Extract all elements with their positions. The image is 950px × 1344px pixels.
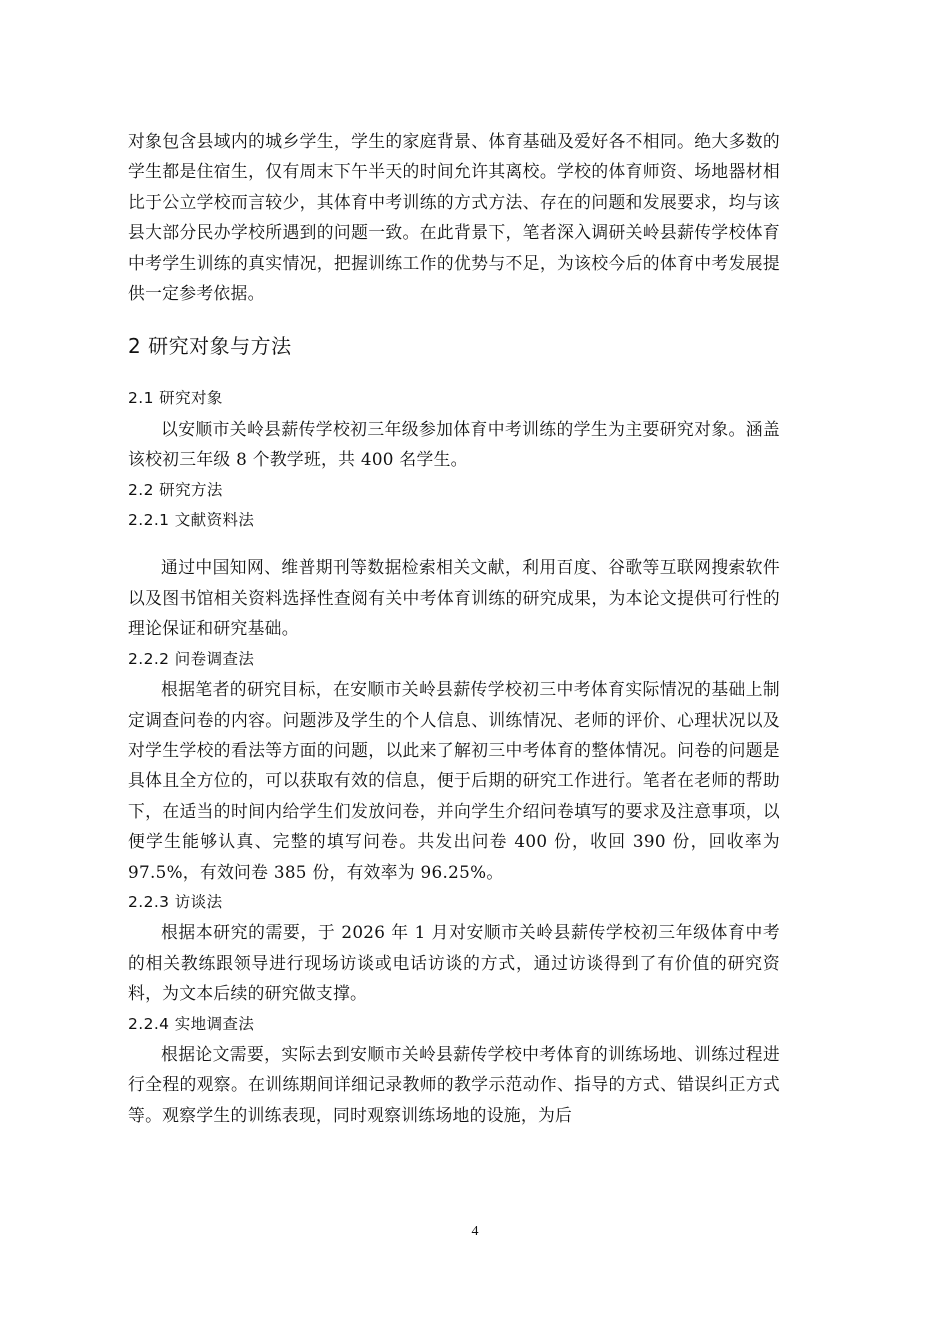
subsection-heading-2-1: 2.1 研究对象 [128, 389, 223, 408]
paragraph-2-2-2: 根据笔者的研究目标，在安顺市关岭县薪传学校初三中考体育实际情况的基础上制定调查问卷的内容。问题涉及学生的个人信息、训练情况、老师的评价、心理状况以及对学生学校的看法等方面的问题，以此来了解初三中考体育的整体情况。问卷的问题是具体且全方位的，可以获取有效的信息，便于后期的研究工作进行。笔者在老师的帮助下，在适当的时间内给学生们发放问卷，并向学生介绍问卷填写的要求及注意事项，以便学生能够认真、完整的填写问卷。共发出问卷 400 份，收回 390 份，回收率为 97.5%，有效问卷 385 份，有效率为 96.25%。 [128, 679, 780, 882]
paragraph-2-2-3: 根据本研究的需要，于 2026 年 1 月对安顺市关岭县薪传学校初三年级体育中考的相关教练跟领导进行现场访谈或电话访谈的方式，通过访谈得到了有价值的研究资料，为文本后续的研究做支撑。 [128, 922, 780, 1004]
paragraph-2-2-4: 根据论文需要，实际去到安顺市关岭县薪传学校中考体育的训练场地、训练过程进行全程的观察。在训练期间详细记录教师的教学示范动作、指导的方式、错误纠正方式等。观察学生的训练表现，同时观察训练场地的设施，为后 [128, 1043, 780, 1125]
subsection-heading-2-2-1: 2.2.1 文献资料法 [128, 511, 255, 530]
page-number: 4 [471, 1224, 479, 1239]
subsection-heading-2-2-3: 2.2.3 访谈法 [128, 892, 223, 911]
intro-paragraph: 对象包含县域内的城乡学生，学生的家庭背景、体育基础及爱好各不相同。绝大多数的学生都是住宿生，仅有周末下午半天的时间允许其离校。学校的体育师资、场地器材相比于公立学校而言较少，其体育中考训练的方式方法、存在的问题和发展要求，均与该县大部分民办学校所遇到的问题一致。在此背景下，笔者深入调研关岭县薪传学校体育中考学生训练的真实情况，把握训练工作的优势与不足，为该校今后的体育中考发展提供一定参考依据。 [128, 131, 780, 304]
page-body [128, 126, 780, 1130]
subsection-heading-2-2: 2.2 研究方法 [128, 480, 223, 499]
section-heading-2: 2 研究对象与方法 [128, 334, 292, 359]
subsection-heading-2-2-4: 2.2.4 实地调查法 [128, 1014, 255, 1033]
paragraph-2-2-1: 通过中国知网、维普期刊等数据检索相关文献，利用百度、谷歌等互联网搜索软件以及图书馆相关资料选择性查阅有关中考体育训练的研究成果，为本论文提供可行性的理论保证和研究基础。 [128, 557, 780, 639]
paragraph-2-1: 以安顺市关岭县薪传学校初三年级参加体育中考训练的学生为主要研究对象。涵盖该校初三年级 8 个教学班，共 400 名学生。 [128, 418, 780, 470]
subsection-heading-2-2-2: 2.2.2 问卷调查法 [128, 649, 255, 668]
